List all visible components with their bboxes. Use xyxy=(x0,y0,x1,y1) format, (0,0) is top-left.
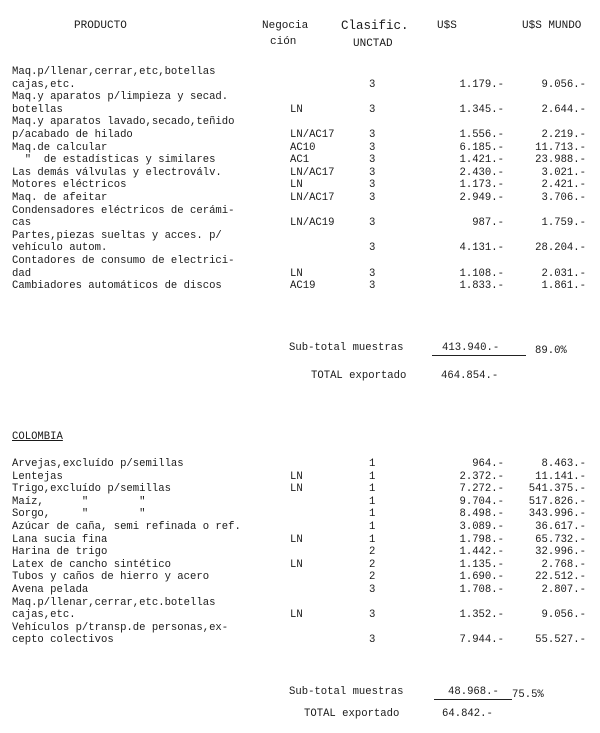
row-clasific: 1 xyxy=(369,521,376,533)
row-usd-mundo: 541.375.- xyxy=(528,483,586,496)
row-usd: 1.135.- xyxy=(459,558,504,571)
subtotal-pct-1: 89.0% xyxy=(535,345,567,357)
subtotal-label-2: Sub-total muestras xyxy=(289,686,404,698)
row-product-line: Motores eléctricos xyxy=(12,179,127,192)
row-usd-mundo: 2.807.- xyxy=(541,584,586,596)
row-clasific: 3 xyxy=(369,242,376,255)
row-clasific: 3 xyxy=(369,634,376,647)
row-clasific: 1 xyxy=(369,508,376,521)
row-usd-mundo: 32.996.- xyxy=(535,546,586,559)
row-clasific: 3 xyxy=(369,179,376,192)
subtotal-value-1: 413.940.- xyxy=(442,342,500,354)
row-usd: 1.690.- xyxy=(459,571,504,584)
header-negociacion-line2: ción xyxy=(270,36,297,48)
row-clasific: 3 xyxy=(369,584,376,596)
section-title-colombia: COLOMBIA xyxy=(12,431,63,443)
header-negociacion-line1: Negocia xyxy=(262,20,309,32)
row-usd: 1.442.- xyxy=(459,546,504,559)
row-product-line: cas xyxy=(12,217,32,230)
row-product-line: Maq.y aparatos lavado,secado,teñido xyxy=(12,116,235,129)
row-product-line: " de estadísticas y similares xyxy=(12,154,216,167)
row-product-line: Maq. de afeitar xyxy=(12,192,108,204)
row-product-line: Tubos y caños de hierro y acero xyxy=(12,571,210,584)
row-product-line: Harina de trigo xyxy=(12,546,108,559)
row-usd-mundo: 36.617.- xyxy=(535,521,586,533)
row-negociacion: LN xyxy=(290,267,303,280)
row-clasific: 1 xyxy=(369,533,376,546)
row-usd-mundo: 9.056.- xyxy=(541,78,586,91)
row-usd-mundo: 11.141.- xyxy=(535,470,586,483)
subtotal-underline-1 xyxy=(432,355,526,356)
total-label-1: TOTAL exportado xyxy=(311,370,407,382)
row-clasific: 3 xyxy=(369,78,376,91)
row-negociacion: LN xyxy=(290,179,303,192)
row-usd: 8.498.- xyxy=(459,508,504,521)
row-negociacion: LN xyxy=(290,533,303,546)
row-usd: 1.556.- xyxy=(459,129,504,141)
row-negociacion: LN/AC19 xyxy=(290,217,335,230)
row-product-line: cepto colectivos xyxy=(12,634,114,647)
header-usd-mundo: U$S MUNDO xyxy=(522,20,582,32)
row-usd-mundo: 2.421.- xyxy=(541,179,586,192)
header-clasific-line1: Clasific. xyxy=(341,19,409,33)
row-usd: 1.708.- xyxy=(459,584,504,596)
row-usd: 1.798.- xyxy=(459,533,504,546)
row-usd-mundo: 2.219.- xyxy=(541,129,586,141)
row-product-line: Condensadores eléctricos de cerámi- xyxy=(12,204,235,217)
row-product-line: cajas,etc. xyxy=(12,78,76,91)
row-usd-mundo: 28.204.- xyxy=(535,242,586,255)
row-negociacion: LN xyxy=(290,470,303,483)
row-negociacion: AC10 xyxy=(290,141,316,154)
row-product-line: Lentejas xyxy=(12,470,63,483)
row-usd: 2.372.- xyxy=(459,470,504,483)
total-value-2: 64.842.- xyxy=(442,708,493,720)
row-clasific: 3 xyxy=(369,103,376,116)
row-product-line: dad xyxy=(12,267,32,280)
row-product-line: Vehículos p/transp.de personas,ex- xyxy=(12,621,229,634)
row-usd-mundo: 2.031.- xyxy=(541,267,586,280)
subtotal-label-1: Sub-total muestras xyxy=(289,342,404,354)
total-label-2: TOTAL exportado xyxy=(304,708,400,720)
row-product-line: Lana sucia fina xyxy=(12,533,108,546)
row-clasific: 2 xyxy=(369,546,376,559)
row-clasific: 3 xyxy=(369,141,376,154)
header-usd: U$S xyxy=(437,20,457,32)
row-negociacion: LN xyxy=(290,558,303,571)
row-product-line: Partes,piezas sueltas y acces. p/ xyxy=(12,229,222,242)
subtotal-pct-2: 75.5% xyxy=(512,689,544,701)
row-usd: 7.272.- xyxy=(459,483,504,496)
row-usd-mundo: 2.768.- xyxy=(541,558,586,571)
row-clasific: 1 xyxy=(369,483,376,496)
row-usd: 1.173.- xyxy=(459,179,504,192)
subtotal-underline-2 xyxy=(434,699,512,700)
row-product-line: Maq.de calcular xyxy=(12,141,108,154)
row-usd: 1.345.- xyxy=(459,103,504,116)
row-usd: 6.185.- xyxy=(459,141,504,154)
row-product-line: Trigo,excluído p/semillas xyxy=(12,483,171,496)
row-clasific: 3 xyxy=(369,166,376,179)
row-product-line: Maq.y aparatos p/limpieza y secad. xyxy=(12,91,229,104)
row-usd: 9.704.- xyxy=(459,495,504,508)
row-clasific: 3 xyxy=(369,609,376,622)
row-product-line: Sorgo, " " xyxy=(12,508,146,521)
row-usd-mundo: 343.996.- xyxy=(528,508,586,521)
row-usd: 1.421.- xyxy=(459,154,504,167)
row-usd: 7.944.- xyxy=(459,634,504,647)
row-clasific: 3 xyxy=(369,280,376,293)
row-usd-mundo: 22.512.- xyxy=(535,571,586,584)
row-clasific: 3 xyxy=(369,217,376,230)
row-product-line: Maq.p/llenar,cerrar,etc.botellas xyxy=(12,596,216,609)
row-negociacion: LN xyxy=(290,483,303,496)
row-product-line: p/acabado de hilado xyxy=(12,129,133,141)
row-usd: 964.- xyxy=(472,458,504,470)
row-usd: 4.131.- xyxy=(459,242,504,255)
row-negociacion: LN/AC17 xyxy=(290,129,335,141)
row-negociacion: AC19 xyxy=(290,280,316,293)
row-clasific: 2 xyxy=(369,558,376,571)
row-usd-mundo: 8.463.- xyxy=(541,458,586,470)
row-usd-mundo: 1.861.- xyxy=(541,280,586,293)
row-product-line: cajas,etc. xyxy=(12,609,76,622)
row-clasific: 1 xyxy=(369,458,376,470)
row-product-line: Arvejas,excluído p/semillas xyxy=(12,458,184,470)
row-product-line: Cambiadores automáticos de discos xyxy=(12,280,222,293)
row-usd-mundo: 9.056.- xyxy=(541,609,586,622)
row-product-line: Azúcar de caña, semi refinada o ref. xyxy=(12,521,241,533)
row-usd-mundo: 65.732.- xyxy=(535,533,586,546)
row-clasific: 3 xyxy=(369,267,376,280)
row-usd-mundo: 517.826.- xyxy=(528,495,586,508)
total-value-1: 464.854.- xyxy=(441,370,499,382)
row-usd-mundo: 23.988.- xyxy=(535,154,586,167)
row-negociacion: LN/AC17 xyxy=(290,192,335,204)
row-product-line: Contadores de consumo de electrici- xyxy=(12,255,235,267)
row-clasific: 3 xyxy=(369,154,376,167)
row-usd-mundo: 3.021.- xyxy=(541,166,586,179)
row-usd: 987.- xyxy=(472,217,504,230)
row-product-line: vehículo autom. xyxy=(12,242,108,255)
row-usd-mundo: 55.527.- xyxy=(535,634,586,647)
header-producto: PRODUCTO xyxy=(74,20,127,32)
header-clasific-line2: UNCTAD xyxy=(353,38,393,50)
row-product-line: Maíz, " " xyxy=(12,495,146,508)
row-usd-mundo: 11.713.- xyxy=(535,141,586,154)
row-usd: 1.352.- xyxy=(459,609,504,622)
row-clasific: 1 xyxy=(369,470,376,483)
row-clasific: 2 xyxy=(369,571,376,584)
row-usd: 2.949.- xyxy=(459,192,504,204)
row-product-line: Las demás válvulas y electroválv. xyxy=(12,166,222,179)
row-negociacion: LN xyxy=(290,609,303,622)
row-product-line: Avena pelada xyxy=(12,584,89,596)
row-negociacion: AC1 xyxy=(290,154,310,167)
row-usd: 2.430.- xyxy=(459,166,504,179)
row-usd: 1.179.- xyxy=(459,78,504,91)
row-negociacion: LN xyxy=(290,103,303,116)
row-clasific: 1 xyxy=(369,495,376,508)
row-product-line: Latex de cancho sintético xyxy=(12,558,171,571)
row-usd: 3.089.- xyxy=(459,521,504,533)
row-usd-mundo: 1.759.- xyxy=(541,217,586,230)
row-product-line: botellas xyxy=(12,103,63,116)
subtotal-value-2: 48.968.- xyxy=(448,686,499,698)
row-clasific: 3 xyxy=(369,192,376,204)
row-negociacion: LN/AC17 xyxy=(290,166,335,179)
row-usd: 1.833.- xyxy=(459,280,504,293)
row-product-line: Maq.p/llenar,cerrar,etc,botellas xyxy=(12,66,216,78)
row-usd: 1.108.- xyxy=(459,267,504,280)
row-usd-mundo: 3.706.- xyxy=(541,192,586,204)
row-clasific: 3 xyxy=(369,129,376,141)
row-usd-mundo: 2.644.- xyxy=(541,103,586,116)
